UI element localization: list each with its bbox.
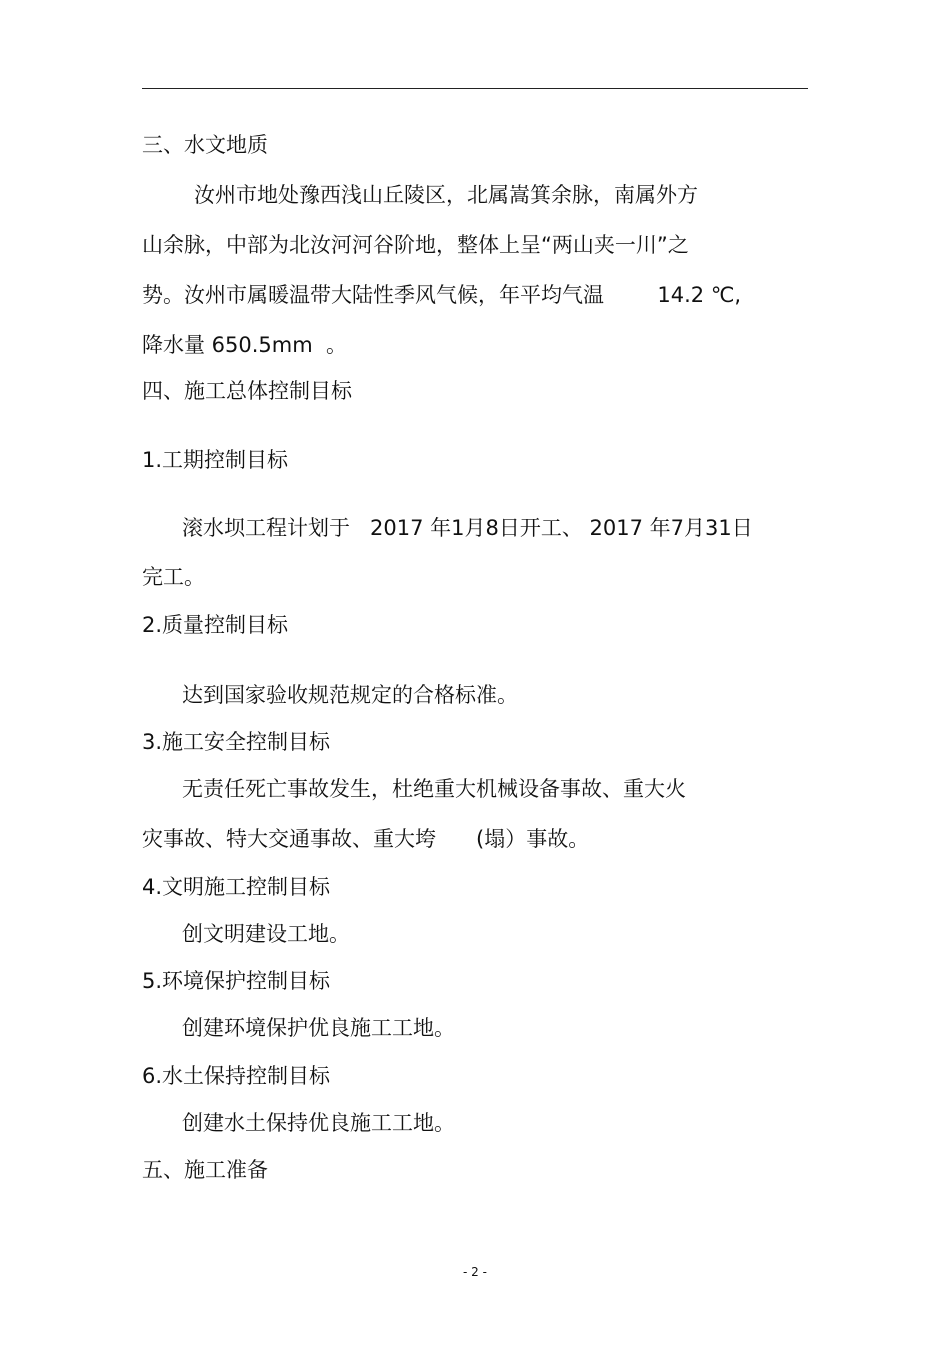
section-heading-construction-preparation: 五、施工准备 — [142, 1158, 268, 1182]
goal-text-line: 灾事故、特大交通事故、重大垮 (塌）事故。 — [142, 827, 590, 851]
paragraph-line: 汝州市地处豫西浅山丘陵区，北属嵩箕余脉，南属外方 — [194, 183, 698, 207]
goal-text-line: 创建环境保护优良施工工地。 — [182, 1016, 455, 1040]
page-number: - 2 - — [463, 1265, 487, 1279]
paragraph-line: 山余脉，中部为北汝河河谷阶地，整体上呈“两山夹一川”之 — [142, 233, 689, 257]
goal-text-line: 达到国家验收规范规定的合格标准。 — [182, 683, 518, 707]
goal-text-line: 创文明建设工地。 — [182, 922, 350, 946]
paragraph-line: 降水量 650.5mm 。 — [142, 333, 348, 357]
goal-text-line: 滚水坝工程计划于 2017 年1月8日开工、 2017 年7月31日 — [182, 516, 753, 540]
section-heading-construction-goals: 四、施工总体控制目标 — [142, 379, 352, 403]
goal-text-line: 创建水土保持优良施工工地。 — [182, 1111, 455, 1135]
goal-title-quality: 2.质量控制目标 — [142, 613, 289, 637]
paragraph-line: 势。汝州市属暖温带大陆性季风气候，年平均气温 14.2 ℃, — [142, 283, 742, 307]
section-heading-hydrogeology: 三、水文地质 — [142, 133, 268, 157]
goal-title-safety: 3.施工安全控制目标 — [142, 730, 331, 754]
goal-title-schedule: 1.工期控制目标 — [142, 448, 289, 472]
goal-title-soil-water-conservation: 6.水土保持控制目标 — [142, 1064, 331, 1088]
goal-title-civilized-construction: 4.文明施工控制目标 — [142, 875, 331, 899]
goal-text-line: 完工。 — [142, 565, 205, 589]
goal-text-line: 无责任死亡事故发生，杜绝重大机械设备事故、重大火 — [182, 777, 686, 801]
header-rule — [142, 88, 808, 89]
goal-title-environmental-protection: 5.环境保护控制目标 — [142, 969, 331, 993]
